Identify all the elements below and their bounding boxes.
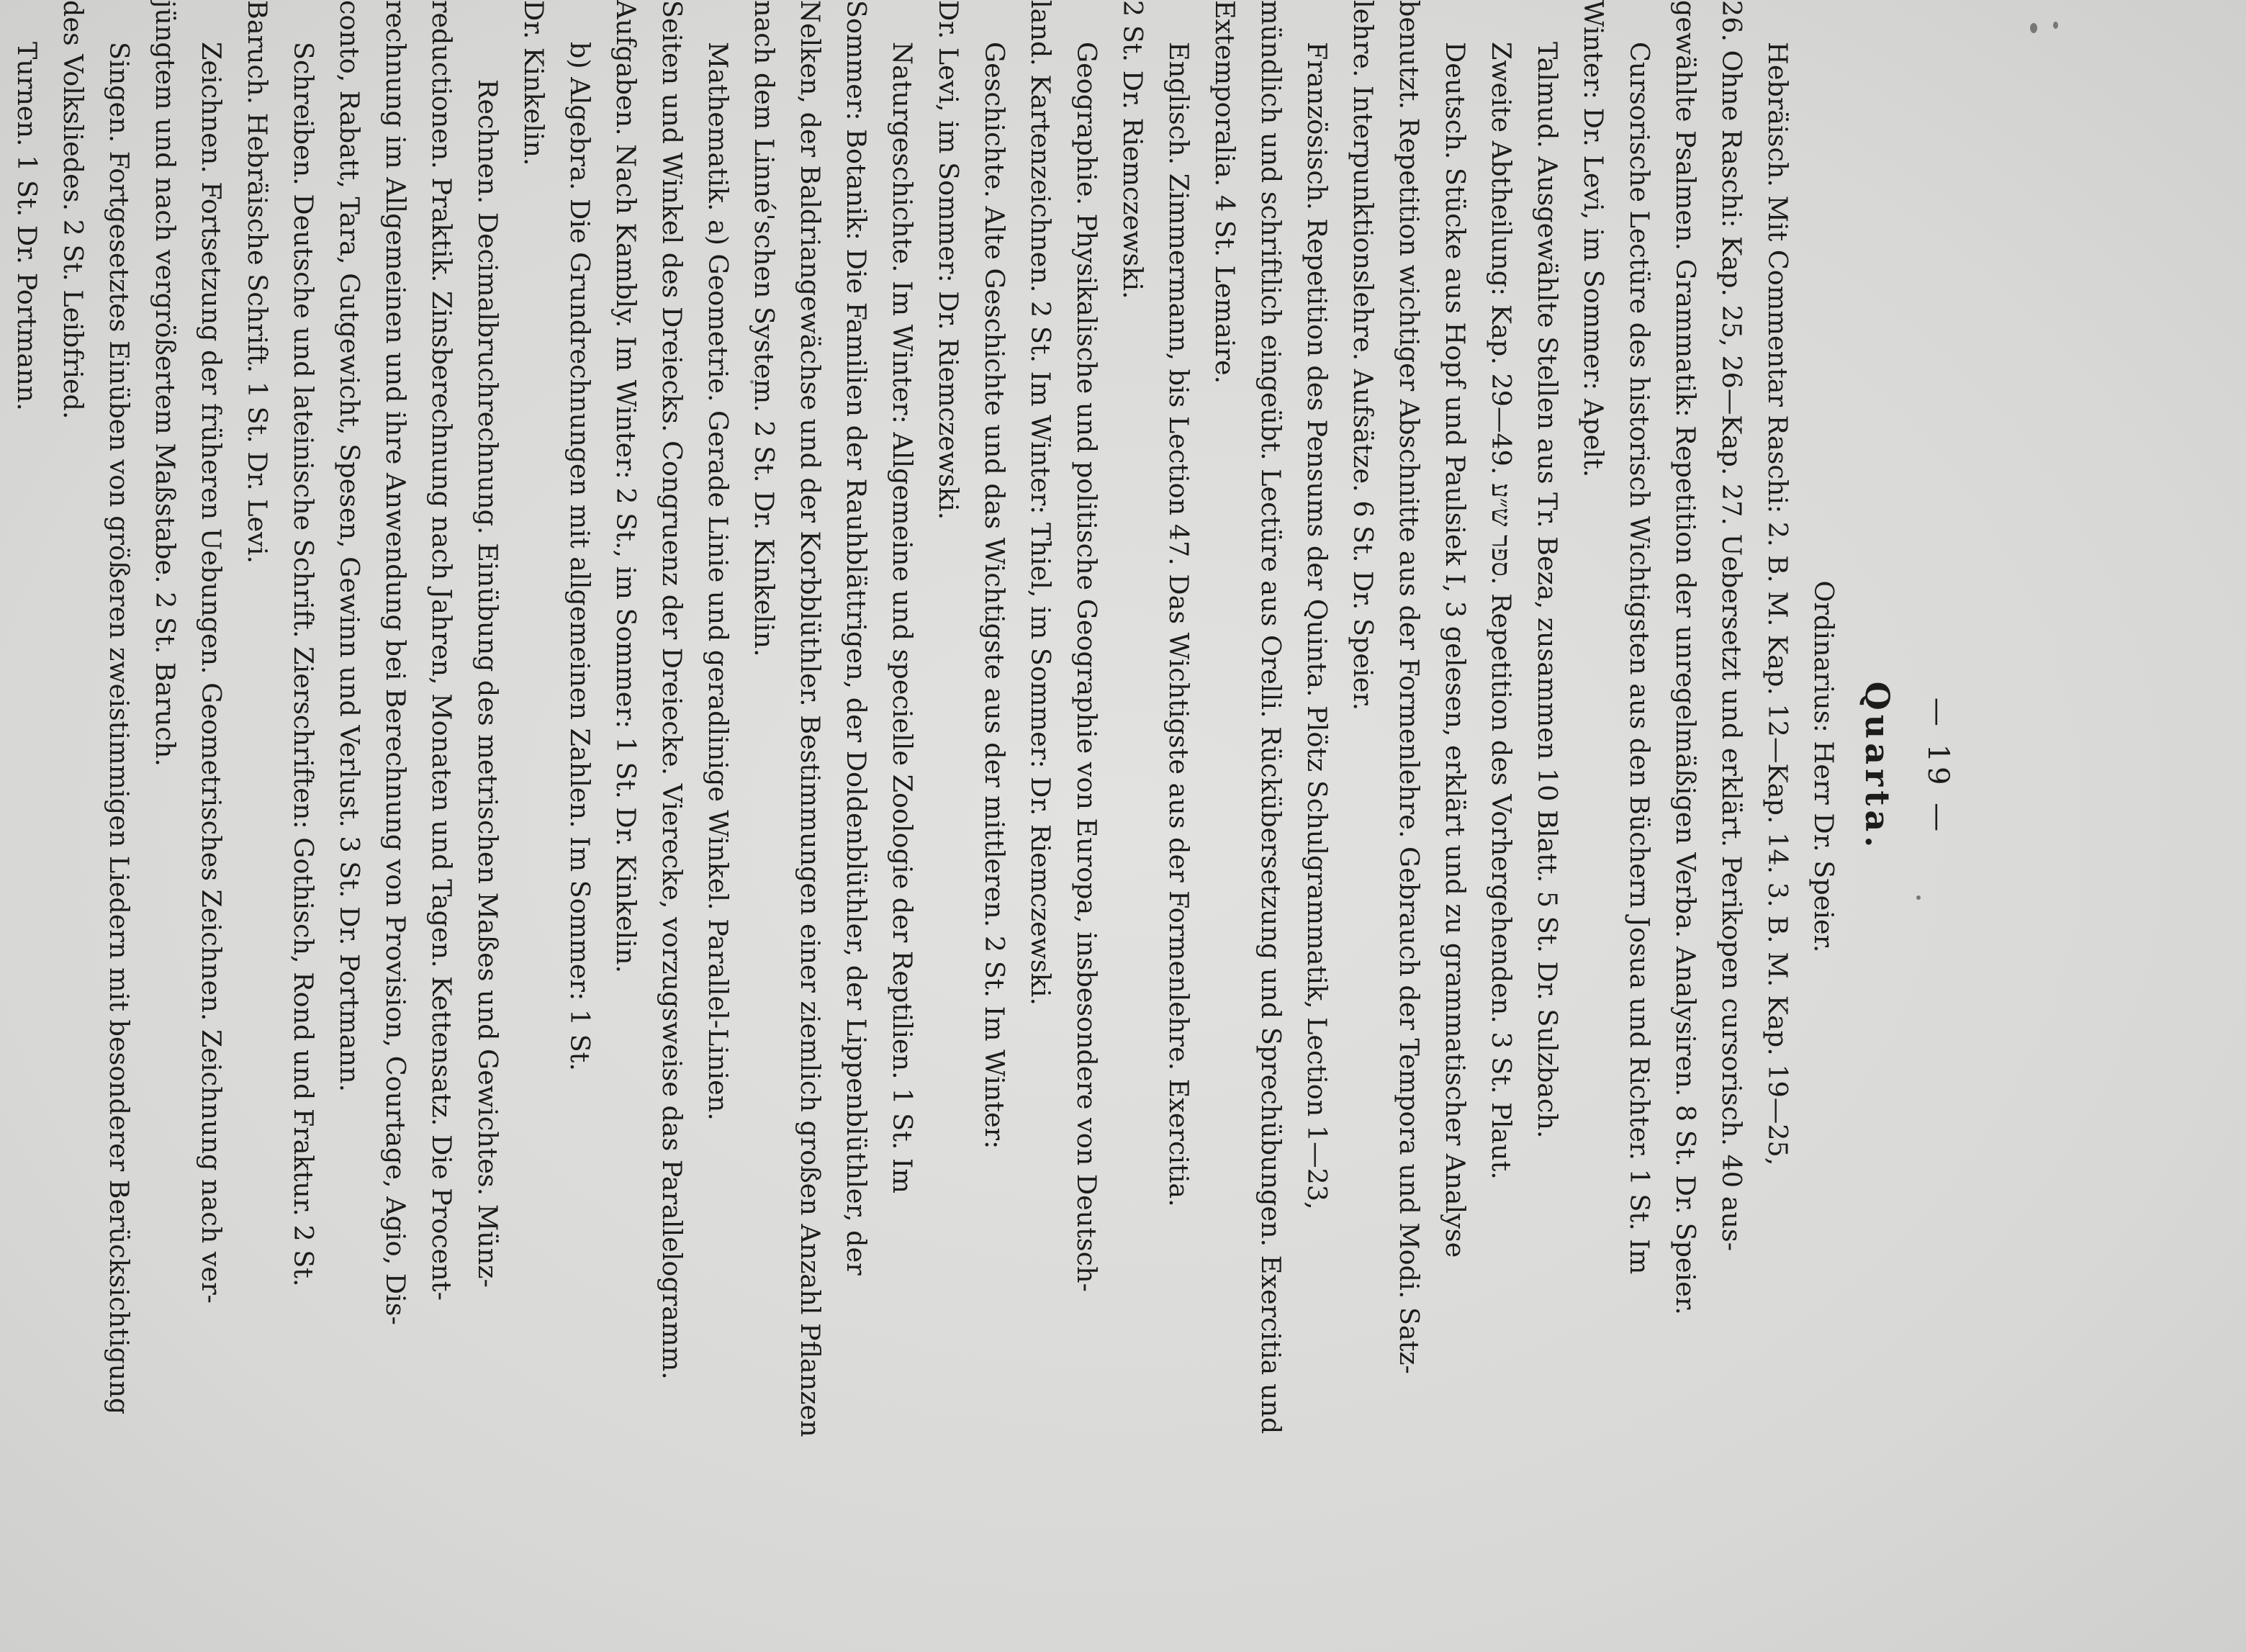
text-line: jüngtem und nach vergrößertem Maßstabe. 2 St. Baruch. (150, 0, 181, 767)
text-line: conto, Rabatt, Tara, Gutgewicht, Spesen, Gewinn und Verlust. 3 St. Dr. Portmann. (334, 0, 365, 1093)
text-line: reductionen. Praktik. Zinsberechnung nach Jahren, Monaten und Tagen. Kettensatz. Die Procent- (426, 0, 457, 1301)
text-line: Naturgeschichte. Im Winter: Allgemeine und specielle Zoologie der Reptilien. 1 St. Im (887, 42, 918, 1193)
text-line: mündlich und schriftlich eingeübt. Lectüre aus Orelli. Rückübersetzung und Sprechübungen. Exercitia und (1255, 0, 1286, 1435)
text-line: Dr. Kinkelin. (518, 0, 549, 166)
text-line: land. Kartenzeichnen. 2 St. Im Winter: Thiel, im Sommer: Dr. Riemczewski. (1025, 0, 1056, 1006)
text-line: Extemporalia. 4 St. Lemaire. (1209, 0, 1240, 384)
text-line: Talmud. Ausgewählte Stellen aus Tr. Beza, zusammen 10 Blatt. 5 St. Dr. Sulzbach. (1532, 42, 1563, 1139)
text-line: b) Algebra. Die Grundrechnungen mit allgemeinen Zahlen. Im Sommer: 1 St. (564, 42, 595, 1071)
text-line: lehre. Interpunktionslehre. Aufsätze. 6 St. Dr. Speier. (1348, 0, 1379, 711)
text-line: Nelken, der Baldriangewächse und der Korbblüthler. Bestimmungen einer ziemlich großen Anzahl Pflanzen (795, 0, 826, 1437)
text-line: Geschichte. Alte Geschichte und das Wichtigste aus der mittleren. 2 St. Im Winter: (979, 42, 1010, 1150)
document-body (4, 0, 1846, 1533)
text-line: Zeichnen. Fortsetzung der früheren Uebungen. Geometrisches Zeichnen. Zeichnung nach ver- (196, 42, 227, 1304)
text-line: gewählte Psalmen. Grammatik: Repetition der unregelmäßigen Verba. Analysiren. 8 St. Dr. Speier. (1670, 0, 1701, 1315)
text-line: Dr. Levi, im Sommer: Dr. Riemczewski. (933, 0, 964, 520)
page-number: — 19 — (1921, 697, 1954, 836)
text-line: 26. Ohne Raschi: Kap. 25, 26—Kap. 27. Uebersetzt und erklärt. Perikopen cursorisch. 40 aus- (1716, 0, 1747, 1252)
rotated-page-content (12, 0, 1976, 1533)
dust-speck (2030, 23, 2037, 33)
text-line: Sommer: Botanik: Die Familien der Rauhblättrigen, der Doldenblüthler, der Lippenblüthler, der (841, 0, 872, 1276)
text-line: Französisch. Repetition des Pensums der Quinta. Plötz Schulgrammatik, Lection 1—23, (1302, 42, 1332, 1210)
text-line: benutzt. Repetition wichtiger Abschnitte aus der Formenlehre. Gebrauch der Tempora und Modi. Satz- (1394, 0, 1425, 1374)
text-line: Deutsch. Stücke aus Hopf und Paulsiek I, 3 gelesen, erklärt und zu grammatischer Analyse (1440, 42, 1471, 1258)
text-line: Mathematik. a) Geometrie. Gerade Linie und geradlinige Winkel. Parallel-Linien. (703, 42, 734, 1121)
text-line: nach dem Linné'schen System. 2 St. Dr. Kinkelin. (749, 0, 780, 657)
text-line: Singen. Fortgesetztes Einüben von größeren zweistimmigen Liedern mit besonderer Berücksichtigung (104, 42, 135, 1415)
text-line: Seiten und Winkel des Dreiecks. Congruenz der Dreiecke. Vierecke, vorzugsweise das Parallelogramm. (657, 0, 687, 1380)
text-line: Turnen. 1 St. Dr. Portmann. (12, 42, 42, 411)
text-line: Baruch. Hebräische Schrift. 1 St. Dr. Levi. (242, 0, 273, 564)
text-line: Winter: Dr. Levi, im Sommer: Apelt. (1578, 0, 1609, 478)
dust-speck (2053, 22, 2058, 29)
ordinarius-line: Ordinarius: Herr Dr. Speier. (1808, 580, 1839, 953)
text-line: Aufgaben. Nach Kambly. Im Winter: 2 St., im Sommer: 1 St. Dr. Kinkelin. (610, 0, 641, 973)
text-line: Rechnen. Decimalbruchrechnung. Einübung des metrischen Maßes und Gewichtes. Münz- (472, 79, 503, 1288)
text-line: Hebräisch. Mit Commentar Raschi: 2. B. M. Kap. 12—Kap. 14. 3. B. M. Kap. 19—25, (1762, 42, 1793, 1166)
text-line: 2 St. Dr. Riemczewski. (1117, 0, 1148, 299)
page-header (1904, 0, 1954, 1533)
text-line: rechnung im Allgemeinen und ihre Anwendung bei Berechnung von Provision, Courtage, Agio, Dis- (380, 0, 411, 1325)
text-line: Cursorische Lectüre des historisch Wichtigsten aus den Büchern Josua und Richter. 1 St. Im (1624, 42, 1655, 1275)
text-line: Englisch. Zimmermann, bis Lection 47. Das Wichtigste aus der Formenlehre. Exercitia. (1163, 42, 1194, 1207)
text-line: des Volksliedes. 2 St. Leibfried. (58, 0, 89, 420)
text-line: Zweite Abtheilung: Kap. 29—49. ספר ש״ע. Repetition des Vorhergehenden. 3 St. Plaut. (1486, 42, 1517, 1180)
text-line: Schreiben. Deutsche und lateinische Schrift. Zierschriften: Gothisch, Rond und Fraktur. 2 St. (288, 42, 319, 1287)
section-title: Quarta. (1858, 681, 1897, 852)
text-line: Geographie. Physikalische und politische Geographie von Europa, insbesondere von Deutsch- (1071, 42, 1102, 1292)
